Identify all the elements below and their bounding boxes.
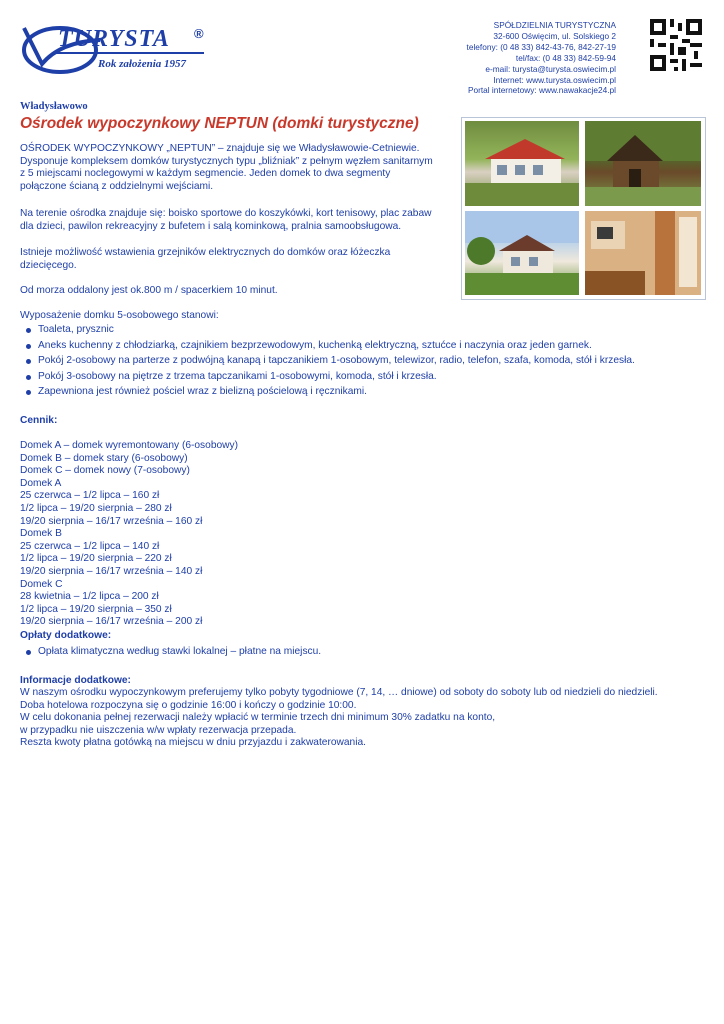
text-line: z 5 miejscami noclegowymi w każdym segmencie. Jeden domek to dwa segmenty (20, 168, 391, 180)
pricing-list (20, 440, 460, 629)
price-line: Domek C – domek nowy (7-osobowy) (20, 465, 190, 477)
page-title: Ośrodek wypoczynkowy NEPTUN (domki turystyczne) (20, 115, 419, 132)
equipment-heading: Wyposażenie domku 5-osobowego stanowi: (20, 310, 219, 321)
text-line: Reszta kwoty płatna gotówką na miejscu w dniu przyjazdu i zakwaterowania. (20, 737, 366, 749)
equipment-list (20, 322, 635, 400)
heater-paragraph (20, 247, 460, 272)
contact-line: telefony: (0 48 33) 842-43-76, 842-27-19 (466, 41, 616, 52)
price-line: 25 czerwca – 1/2 lipca – 160 zł (20, 490, 160, 502)
text-line: OŚRODEK WYPOCZYNKOWY „NEPTUN” – znajduje się we Władysławowie-Cetniewie. (20, 143, 420, 154)
text-line: Na terenie ośrodka znajduje się: boisko sportowe do koszykówki, kort tenisowy, plac zabaw (20, 208, 432, 219)
price-line: 28 kwietnia – 1/2 lipca – 200 zł (20, 591, 159, 603)
contact-line: tel/fax: (0 48 33) 842-59-94 (515, 52, 616, 63)
list-item: Opłata klimatyczna według stawki lokalnej – płatne na miejscu. (20, 644, 321, 660)
additional-info-heading: Informacje dodatkowe: (20, 675, 131, 686)
list-item: Zapewniona jest również pościel wraz z bielizną pościelową i ręcznikami. (20, 384, 635, 400)
contact-block (467, 20, 616, 96)
price-line: 25 czerwca – 1/2 lipca – 140 zł (20, 540, 160, 552)
text-line: Doba hotelowa rozpoczyna się o godzinie 16:00 i kończy o godzinie 10:00. (20, 699, 357, 711)
text-line: dziecięcego. (20, 259, 77, 271)
price-line: Domek A – domek wyremontowany (6-osobowy) (20, 440, 238, 451)
text-line: W celu dokonania pełnej rezerwacji należy wpłacić w terminie trzech dni minimum 30% zadatku na konto, (20, 712, 496, 724)
price-line: Domek A (20, 477, 62, 489)
list-item: Aneks kuchenny z chłodziarką, czajnikiem bezprzewodowym, kuchenką elektryczną, sztućce i naczynia oraz jeden garnek. (20, 338, 635, 354)
photo-gallery (461, 117, 706, 300)
pricing-heading: Cennik: (20, 415, 58, 426)
turysta-logo (20, 22, 210, 80)
text-line: dla dzieci, pawilon rekreacyjny z bufetem i salą kominkową, pralnia samoobsługowa. (20, 220, 402, 232)
price-line: 1/2 lipca – 19/20 sierpnia – 220 zł (20, 553, 172, 565)
price-line: Domek B (20, 528, 62, 540)
photo-cabin-garden (465, 211, 579, 295)
price-line: 19/20 sierpnia – 16/17 września – 140 zł (20, 565, 203, 577)
qr-code (650, 19, 702, 71)
contact-line: 32-600 Oświęcim, ul. Solskiego 2 (493, 30, 616, 41)
photo-cabin-forest (585, 121, 701, 206)
distance-text: Od morza oddalony jest ok.800 m / spacerkiem 10 minut. (20, 285, 278, 296)
text-line: Istnieje możliwość wstawienia grzejników elektrycznych do domków oraz łóżeczka (20, 247, 391, 258)
price-line: 1/2 lipca – 19/20 sierpnia – 350 zł (20, 603, 172, 615)
photo-pavilion (465, 121, 579, 206)
contact-email[interactable]: e-mail: turysta@turysta.oswiecim.pl (485, 63, 616, 74)
price-line: 19/20 sierpnia – 16/17 września – 200 zł (20, 616, 203, 628)
list-item: Pokój 3-osobowy na piętrze z trzema tapczanikami 1-osobowymi, komoda, stół i krzesła. (20, 369, 635, 385)
location-name: Władysławowo (20, 101, 88, 112)
contact-portal[interactable]: Portal internetowy: www.nawakacje24.pl (467, 85, 616, 96)
intro-paragraph (20, 143, 460, 193)
text-line: połączone ścianą z oddzielnymi wejściami. (20, 180, 214, 192)
grounds-paragraph (20, 208, 460, 233)
registered-mark: ® (194, 26, 204, 41)
extra-fees-heading: Opłaty dodatkowe: (20, 630, 112, 641)
logo-founded-text: Rok założenia 1957 (98, 58, 187, 70)
additional-info-text (20, 687, 658, 750)
price-line: Domek B – domek stary (6-osobowy) (20, 452, 188, 464)
text-line: Dysponuje kompleksem domków turystycznych typu „bliźniak” z pełnym węzłem sanitarnym (20, 155, 433, 167)
price-line: Domek C (20, 578, 63, 590)
extra-fees-list (20, 644, 321, 660)
contact-line: SPÓŁDZIELNIA TURYSTYCZNA (493, 20, 616, 30)
photo-interior (585, 211, 701, 295)
text-line: W naszym ośrodku wypoczynkowym preferujemy tylko pobyty tygodniowe (7, 14, … dniowe) od soboty do soboty lub od niedzieli do niedzieli. (20, 687, 658, 698)
list-item: Pokój 2-osobowy na parterze z podwójną kanapą i tapczanikiem 1-osobowym, telewizor, radio, telefon, szafa, komoda, stół i krzesła. (20, 353, 635, 369)
price-line: 1/2 lipca – 19/20 sierpnia – 280 zł (20, 502, 172, 514)
price-line: 19/20 sierpnia – 16/17 września – 160 zł (20, 515, 203, 527)
list-item: Toaleta, prysznic (20, 322, 635, 338)
contact-website[interactable]: Internet: www.turysta.oswiecim.pl (493, 74, 616, 85)
logo-brand-text: TURYSTA (58, 26, 170, 52)
text-line: w przypadku nie uiszczenia w/w wpłaty rezerwacja przepada. (20, 724, 297, 736)
